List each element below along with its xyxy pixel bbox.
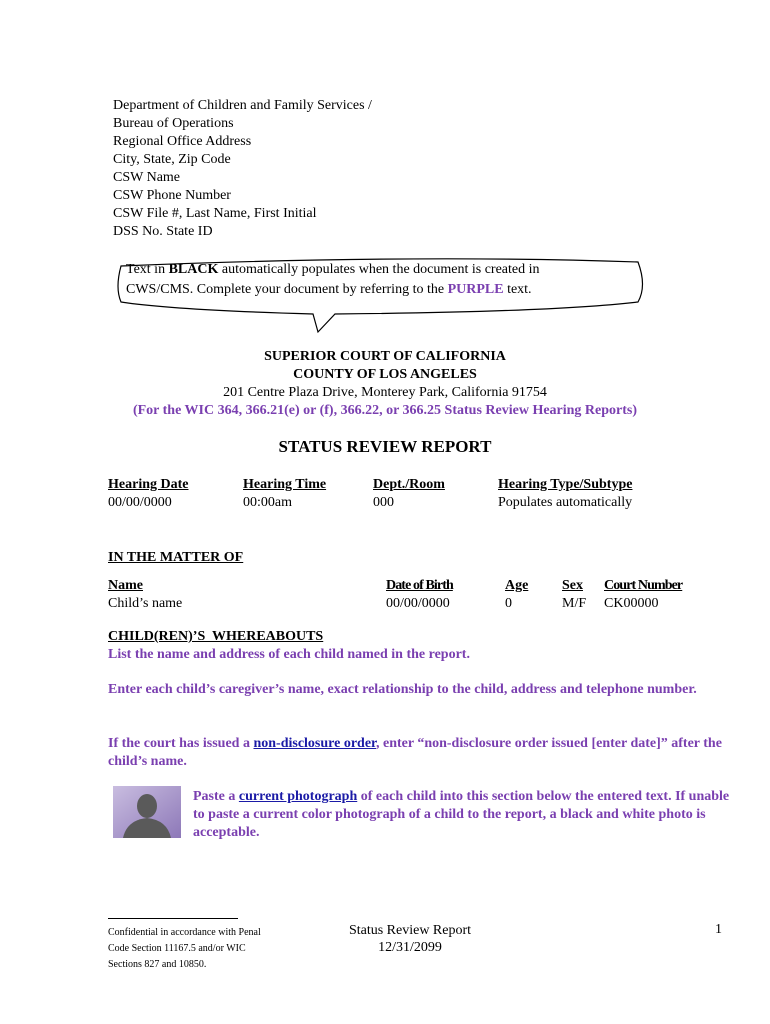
dob-label: Date of Birth bbox=[386, 578, 453, 593]
court-address: 201 Centre Plaza Drive, Monterey Park, California 91754 bbox=[223, 385, 547, 400]
person-silhouette-icon bbox=[113, 786, 181, 838]
dept-room-value: 000 bbox=[373, 495, 394, 510]
court-number-value: CK00000 bbox=[604, 596, 659, 611]
whereabouts-instruction-3: If the court has issued a non-disclosure order, enter “non-disclosure order issued [enter date]” after the child’s name. bbox=[108, 736, 722, 769]
hearing-time-value: 00:00am bbox=[243, 495, 292, 510]
header-line-department: Department of Children and Family Services / bbox=[113, 98, 372, 113]
footer-confidential-line-3: Sections 827 and 10850. bbox=[108, 959, 207, 970]
hearing-date-value: 00/00/0000 bbox=[108, 495, 172, 510]
court-wic-note: (For the WIC 364, 366.21(e) or (f), 366.22, or 366.25 Status Review Hearing Reports) bbox=[132, 403, 638, 418]
hearing-date-label: Hearing Date bbox=[108, 477, 189, 492]
header-line-csw-file: CSW File #, Last Name, First Initial bbox=[113, 206, 317, 221]
photo-instruction: Paste a current photograph of each child into this section below the entered text. If unable to paste a current color photograph of a child to the report, a black and white photo is acceptable. bbox=[193, 789, 730, 840]
dept-room-label: Dept./Room bbox=[373, 477, 445, 492]
agency-header bbox=[113, 97, 372, 241]
header-line-bureau: Bureau of Operations bbox=[113, 116, 234, 131]
whereabouts-instruction-1: List the name and address of each child named in the report. bbox=[108, 647, 470, 662]
black-keyword: BLACK bbox=[168, 262, 219, 277]
instruction-callout bbox=[113, 258, 640, 310]
sex-label: Sex bbox=[562, 578, 583, 593]
non-disclosure-order-link[interactable]: non-disclosure order bbox=[253, 736, 376, 751]
footer-report-info bbox=[330, 922, 490, 956]
header-line-office-address: Regional Office Address bbox=[113, 134, 252, 149]
hearing-type-value: Populates automatically bbox=[498, 495, 633, 510]
current-photograph-link[interactable]: current photograph bbox=[238, 789, 358, 804]
hearing-type-label: Hearing Type/Subtype bbox=[498, 477, 633, 492]
footer-report-name: Status Review Report bbox=[348, 923, 472, 938]
court-county: COUNTY OF LOS ANGELES bbox=[293, 367, 477, 382]
hearing-time-label: Hearing Time bbox=[243, 477, 327, 492]
page-number: 1 bbox=[715, 922, 722, 937]
dob-value: 00/00/0000 bbox=[386, 596, 450, 611]
matter-heading: IN THE MATTER OF bbox=[108, 550, 244, 565]
age-label: Age bbox=[505, 578, 529, 593]
sex-value: M/F bbox=[562, 596, 587, 611]
child-name-label: Name bbox=[108, 578, 143, 593]
footer-report-date: 12/31/2099 bbox=[378, 940, 442, 955]
purple-keyword: PURPLE bbox=[447, 282, 504, 297]
court-number-label: Court Number bbox=[604, 578, 683, 593]
court-name: SUPERIOR COURT OF CALIFORNIA bbox=[264, 349, 506, 364]
age-value: 0 bbox=[505, 596, 512, 611]
report-title: STATUS REVIEW REPORT bbox=[278, 437, 492, 456]
footer-rule bbox=[108, 918, 238, 919]
callout-text: Text in BLACK automatically populates when the document is created in CWS/CMS. Complete your document by referring to the PURPLE text. bbox=[126, 262, 540, 297]
header-line-dss-id: DSS No. State ID bbox=[113, 224, 213, 239]
footer-confidential-line-1: Confidential in accordance with Penal bbox=[108, 927, 261, 938]
whereabouts-instruction-2: Enter each child’s caregiver’s name, exact relationship to the child, address and telephone number. bbox=[108, 682, 697, 697]
header-line-csw-phone: CSW Phone Number bbox=[113, 188, 231, 203]
header-line-csw-name: CSW Name bbox=[113, 170, 181, 185]
whereabouts-heading: CHILD(REN)’S WHEREABOUTS bbox=[108, 629, 324, 644]
footer-confidential bbox=[108, 925, 261, 973]
header-line-city-state-zip: City, State, Zip Code bbox=[113, 152, 231, 167]
child-photo-placeholder bbox=[113, 786, 181, 838]
footer-confidential-line-2: Code Section 11167.5 and/or WIC bbox=[108, 943, 246, 954]
child-name-value: Child’s name bbox=[108, 596, 183, 611]
